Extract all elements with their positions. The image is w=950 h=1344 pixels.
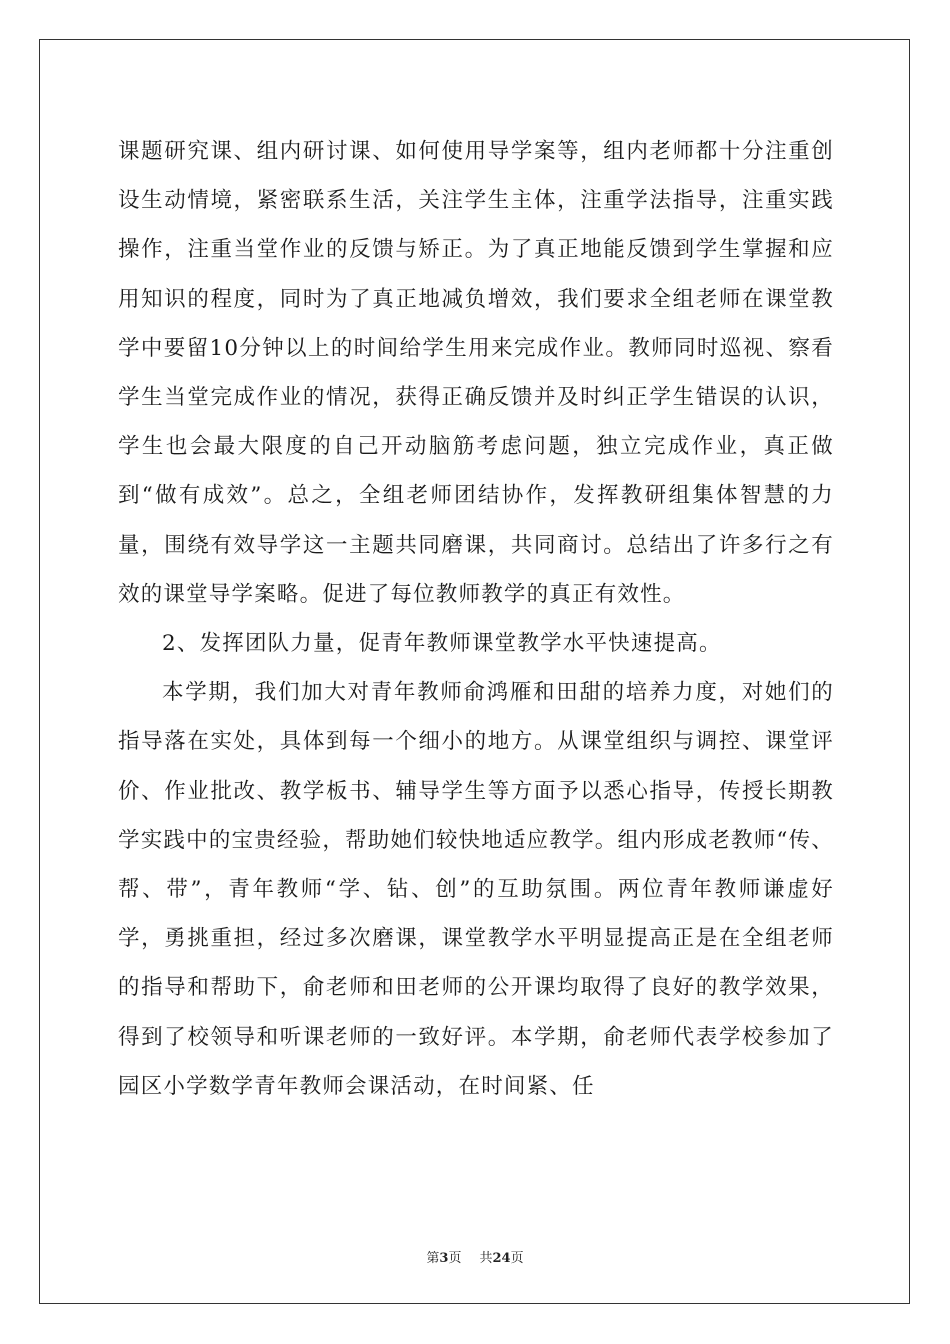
page-footer: [0, 1247, 950, 1266]
paragraph-3: 本学期，我们加大对青年教师俞鸿雁和田甜的培养力度，对她们的指导落在实处，具体到每一个细小的地方。从课堂组织与调控、课堂评价、作业批改、教学板书、辅导学生等方面予以悉心指导，传授长期教学实践中的宝贵经验，帮助她们较快地适应教学。组内形成老教师“传、帮、带”，青年教师“学、钻、创”的互助氛围。两位青年教师谦虚好学，勇挑重担，经过多次磨课，课堂教学水平明显提高正是在全组老师的指导和帮助下，俞老师和田老师的公开课均取得了良好的教学效果，得到了校领导和听课老师的一致好评。本学期，俞老师代表学校参加了园区小学数学青年教师会课活动，在时间紧、任: [118, 680, 834, 1099]
paragraph-2-heading: 2、发挥团队力量，促青年教师课堂教学水平快速提高。: [162, 631, 722, 657]
page-prefix: 第: [426, 1251, 440, 1266]
paragraph-1: 课题研究课、组内研讨课、如何使用导学案等，组内老师都十分注重创设生动情境，紧密联系生活，关注学生主体，注重学法指导，注重实践操作，注重当堂作业的反馈与矫正。为了真正地能反馈到学生掌握和应用知识的程度，同时为了真正地减负增效，我们要求全组老师在课堂教学中要留10分钟以上的时间给学生用来完成作业。教师同时巡视、察看学生当堂完成作业的情况，获得正确反馈并及时纠正学生错误的认识，学生也会最大限度的自己开动脑筋考虑问题，独立完成作业，真正做到“做有成效”。总之，全组老师团结协作，发挥教研组集体智慧的力量，围绕有效导学这一主题共同磨课，共同商讨。总结出了许多行之有效的课堂导学案略。促进了每位教师教学的真正有效性。: [118, 139, 834, 607]
document-body: [118, 127, 834, 1111]
total-prefix: 共: [479, 1251, 493, 1266]
page-suffix: 页: [448, 1251, 462, 1266]
page-number: 3: [439, 1251, 449, 1266]
total-suffix: 页: [510, 1251, 524, 1266]
total-pages: 24: [492, 1251, 511, 1266]
